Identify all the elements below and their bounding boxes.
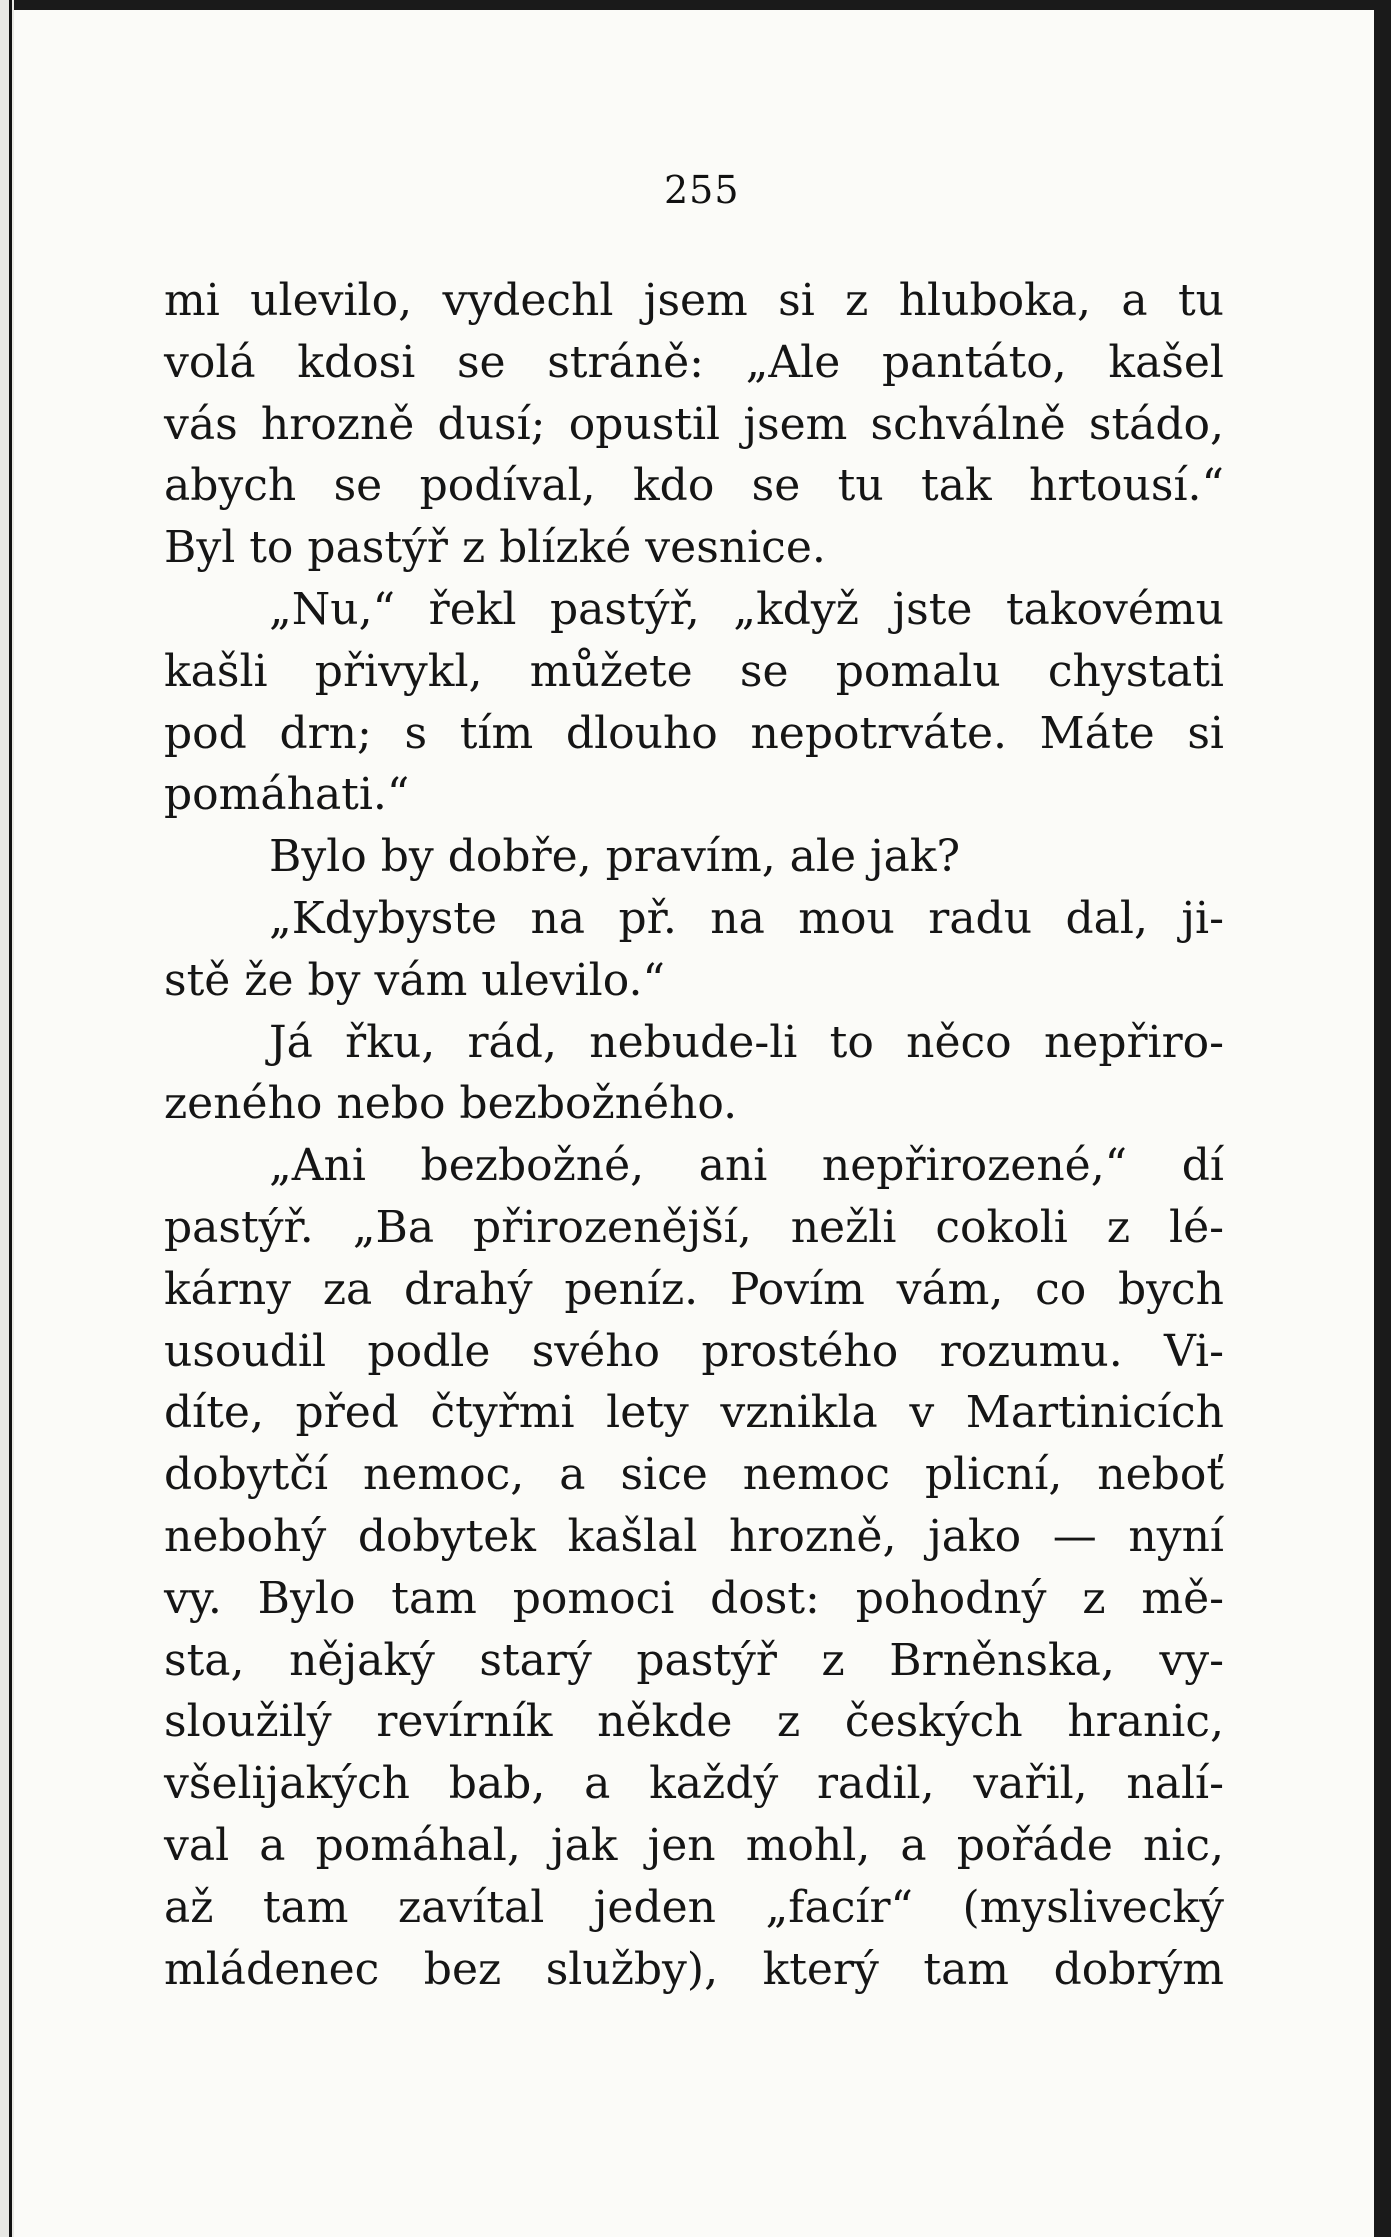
text-line: val a pomáhal, jak jen mohl, a pořáde nic, [164, 1819, 1224, 1871]
text-line: volá kdosi se stráně: „Ale pantáto, kašel [164, 336, 1224, 388]
text-line: abych se podíval, kdo se tu tak hrtousí.“ [164, 460, 1224, 512]
text-line: vy. Bylo tam pomoci dost: pohodný z mě- [164, 1572, 1224, 1624]
text-line: pod drn; s tím dlouho nepotrváte. Máte si [164, 707, 1224, 759]
body-text [164, 270, 1224, 2000]
page-edge [0, 0, 14, 2237]
text-line: všelijakých bab, a každý radil, vařil, nalí- [164, 1758, 1224, 1810]
text-line: dobytčí nemoc, a sice nemoc plicní, neboť [164, 1449, 1224, 1501]
text-line: kašli přivykl, můžete se pomalu chystati [164, 645, 1224, 697]
text-line: „Kdybyste na př. na mou radu dal, ji- [269, 892, 1224, 944]
text-line: sta, nějaký starý pastýř z Brněnska, vy- [164, 1634, 1224, 1686]
text-line: „Nu,“ řekl pastýř, „když jste takovému [269, 583, 1224, 635]
text-line: pastýř. „Ba přirozenější, nežli cokoli z lé- [164, 1201, 1224, 1253]
text-line: mi ulevilo, vydechl jsem si z hluboka, a tu [164, 275, 1224, 326]
text-line: sloužilý revírník někde z českých hranic, [164, 1696, 1224, 1748]
text-line: nebohý dobytek kašlal hrozně, jako — nyní [164, 1510, 1224, 1562]
text-line: vás hrozně dusí; opustil jsem schválně stádo, [164, 398, 1224, 450]
text-line: díte, před čtyřmi lety vznikla v Martinicích [164, 1387, 1224, 1439]
text-line: usoudil podle svého prostého rozumu. Vi- [164, 1325, 1224, 1377]
book-page [14, 10, 1374, 2237]
text-line: „Ani bezbožné, ani nepřirozené,“ dí [269, 1140, 1224, 1192]
text-line: až tam zavítal jeden „facír“ (myslivecký [164, 1881, 1224, 1933]
text-line: zeného nebo bezbožného. [164, 1078, 738, 1130]
text-line: mládenec bez služby), který tam dobrým [164, 1943, 1224, 1995]
text-line: Byl to pastýř z blízké vesnice. [164, 522, 826, 574]
text-line: Bylo by dobře, pravím, ale jak? [269, 831, 961, 883]
page-number: 255 [664, 168, 740, 212]
text-line: kárny za drahý peníz. Povím vám, co bych [164, 1263, 1224, 1315]
text-line: Já řku, rád, nebude-li to něco nepřiro- [269, 1016, 1224, 1068]
text-line: pomáhati.“ [164, 769, 410, 821]
text-line: stě že by vám ulevilo.“ [164, 954, 665, 1006]
